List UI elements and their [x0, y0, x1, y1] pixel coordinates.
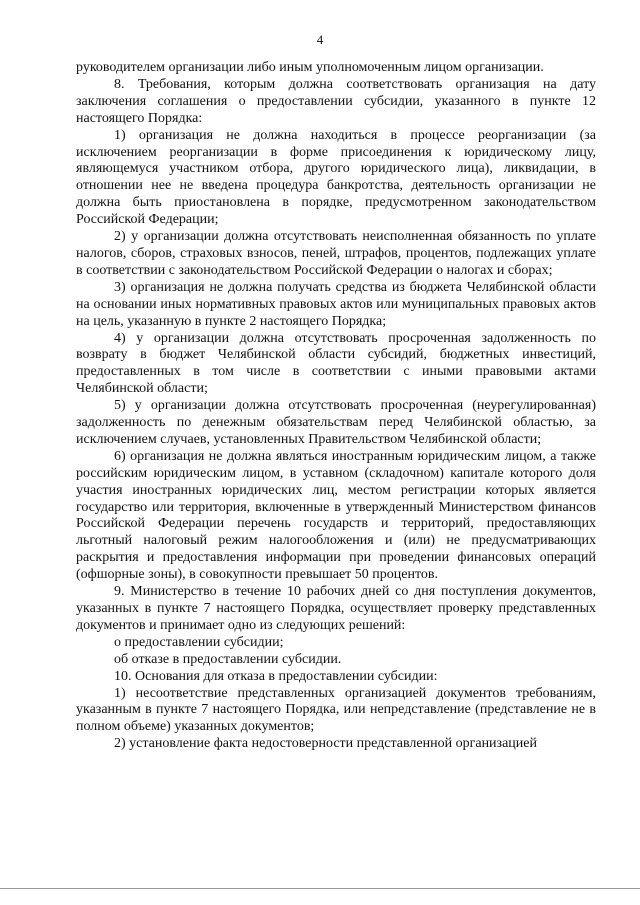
- document-body: [76, 60, 596, 753]
- paragraph: об отказе в предоставлении субсидии.: [114, 651, 342, 667]
- page-bottom-divider: [0, 888, 640, 889]
- paragraph: 1) несоответствие представленных организацией документов требованиям, указанным в пункте 7 настоящего Порядка, или непредставление (представление не в полном объеме) указанных документов;: [76, 685, 596, 735]
- paragraph: о предоставлении субсидии;: [114, 634, 284, 650]
- page-number: 4: [316, 32, 324, 47]
- paragraph: 9. Министерство в течение 10 рабочих дней со дня поступления документов, указанных в пункте 7 настоящего Порядка, осуществляет проверку представленных документов и принимает одно из следующих решений:: [76, 584, 596, 633]
- paragraph: 8. Требования, которым должна соответствовать организация на дату заключения соглашения о предоставлении субсидии, указанного в пункте 12 настоящего Порядка:: [76, 76, 596, 126]
- paragraph: 4) у организации должна отсутствовать просроченная задолженность по возврату в бюджет Челябинской области субсидий, бюджетных инвестиций, предоставленных в том числе в соответствии с иными правовыми актами Челябинской области;: [76, 330, 596, 397]
- paragraph: 2) установление факта недостоверности представленной организацией: [114, 736, 537, 752]
- paragraph: 10. Основания для отказа в предоставлении субсидии:: [114, 668, 438, 684]
- paragraph: 3) организация не должна получать средства из бюджета Челябинской области на основании иных нормативных правовых актов или муниципальных правовых актов на цель, указанную в пункте 2 настоящего Порядка;: [76, 279, 596, 329]
- paragraph: 5) у организации должна отсутствовать просроченная (неурегулированная) задолженность по денежным обязательствам перед Челябинской областью, за исключением случаев, установленных Правительством Челябинской области;: [76, 398, 596, 447]
- paragraph: 1) организация не должна находиться в процессе реорганизации (за исключением реорганизации в форме присоединения к юридическому лицу, являющемуся участником отбора, другого юридического лица), ликвидации, в отношении нее не введена процедура банкротства, деятельность организации не должна быть приостановлена в порядке, предусмотренном законодательством Российской Федерации;: [76, 127, 596, 228]
- paragraph: 6) организация не должна являться иностранным юридическим лицом, а также российским юридическим лицом, в уставном (складочном) капитале которого доля участия иностранных юридических лиц, местом регистрации которых является государство или территория, включенные в утвержденный Министерством финансов Российской Федерации перечень государств и территорий, предоставляющих льготный налоговый режим налогообложения и (или) не предусматривающих раскрытия и предоставления информации при проведении финансовых операций (офшорные зоны), в совокупности превышает 50 процентов.: [76, 448, 596, 583]
- paragraph: руководителем организации либо иным уполномоченным лицом организации.: [76, 60, 544, 75]
- paragraph: 2) у организации должна отсутствовать неисполненная обязанность по уплате налогов, сборов, страховых взносов, пеней, штрафов, процентов, подлежащих уплате в соответствии с законодательством Российской Федерации о налогах и сборах;: [76, 229, 596, 278]
